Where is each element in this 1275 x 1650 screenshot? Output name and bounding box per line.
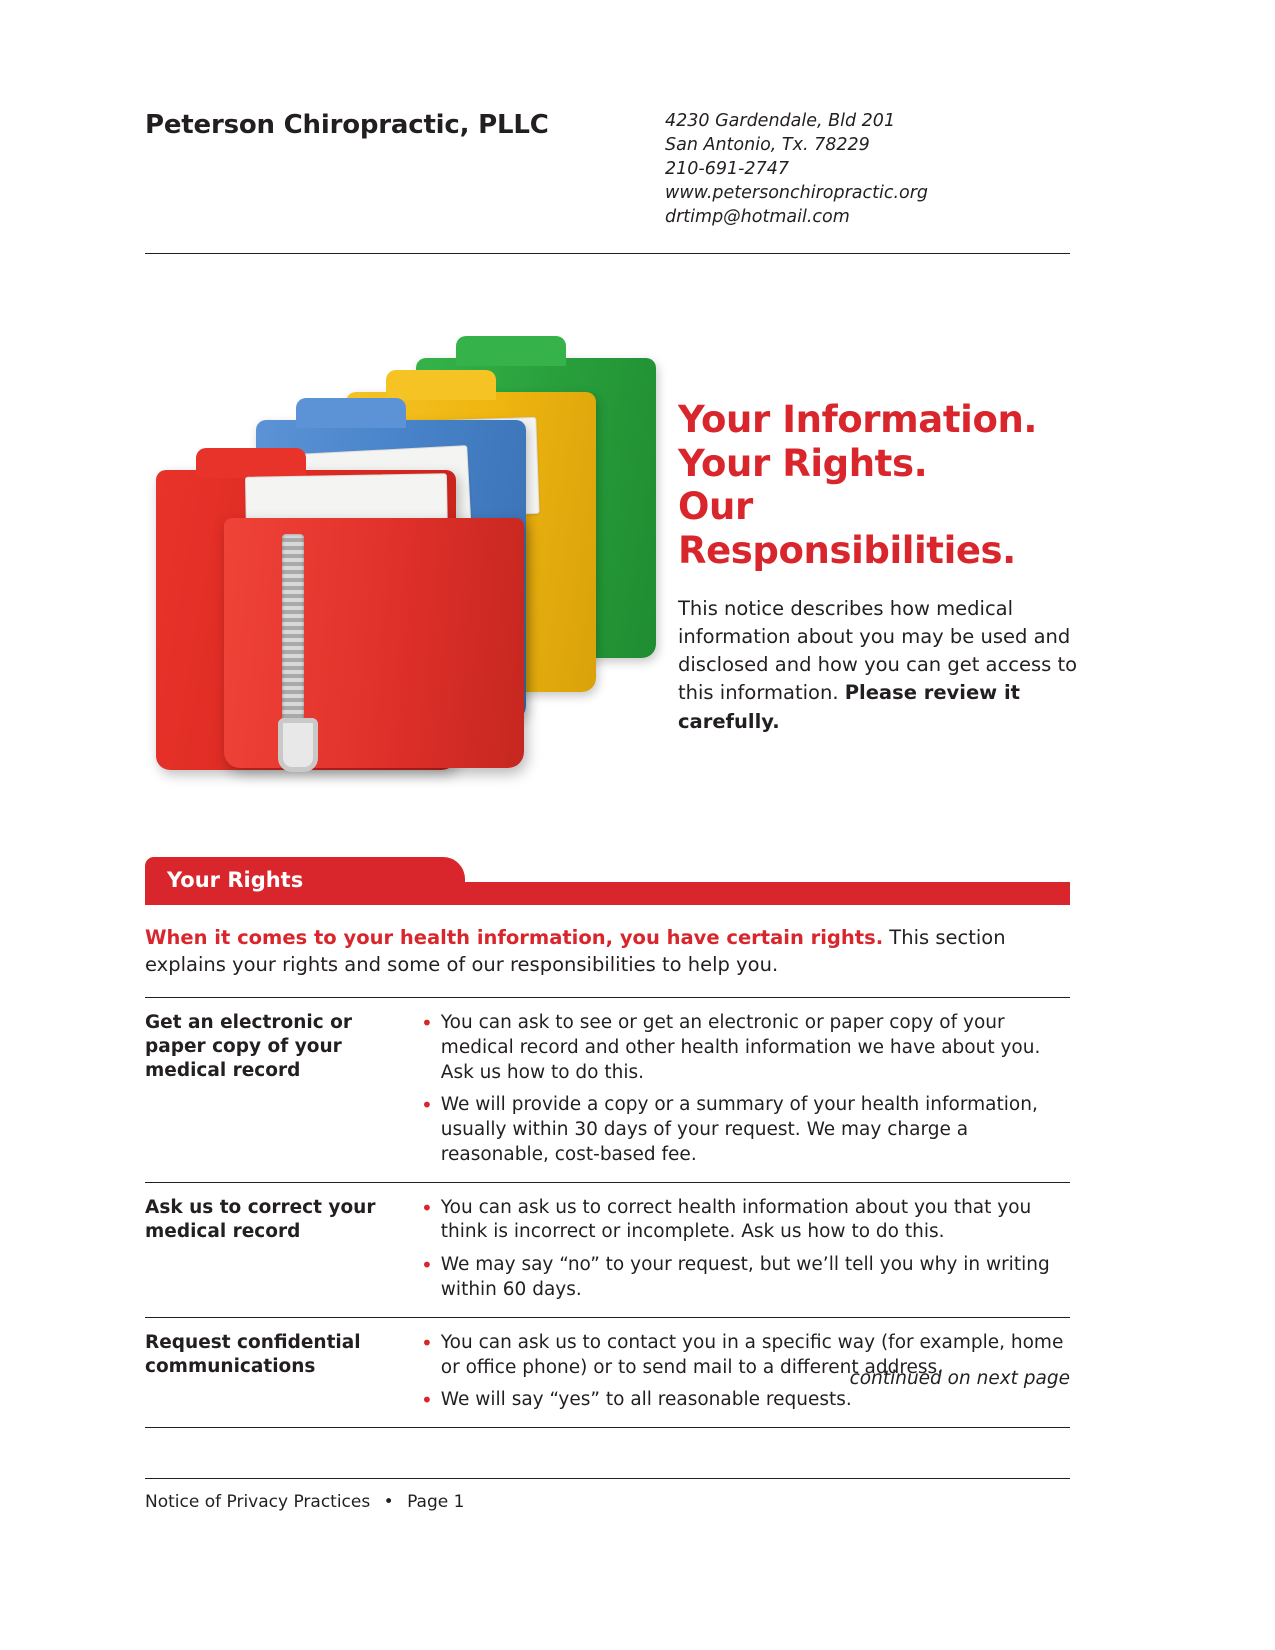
section-intro <box>145 925 1070 979</box>
bullet-text: We will provide a copy or a summary of your health information, usually within 30 days of your request. We may charge a reasonable, cost-based fee. <box>440 1094 1038 1165</box>
list-item <box>421 1093 1070 1167</box>
contact-phone: 210-691-2747 <box>665 158 789 179</box>
list-item <box>421 1196 1070 1246</box>
bullet-text: We may say “no” to your request, but we’ll tell you why in writing within 60 days. <box>440 1254 1050 1301</box>
header-divider <box>145 253 1070 254</box>
right-label: Request confidential communications <box>145 1331 361 1377</box>
footer-separator: • <box>383 1492 394 1512</box>
footer-document-title: Notice of Privacy Practices <box>145 1492 371 1512</box>
folder-red-front-icon <box>224 518 524 768</box>
list-item <box>421 1011 1070 1085</box>
hero-title-line-2: Your Rights. <box>678 441 928 485</box>
section-intro-rest: This section explains your rights and some of our responsibilities to help you. <box>145 926 1006 976</box>
bullet-text: You can ask to see or get an electronic or paper copy of your medical record and other health information we have about you. Ask us how to do this. <box>440 1012 1041 1083</box>
contact-address-line1: 4230 Gardendale, Bld 201 <box>665 111 896 131</box>
bullet-icon: • <box>421 1093 433 1118</box>
bullet-text: You can ask us to correct health information about you that you think is incorrect or incomplete. Ask us how to do this. <box>440 1196 1032 1243</box>
practice-contact-info <box>665 110 928 230</box>
rights-table <box>145 997 1070 1428</box>
zipper-pull-icon <box>278 718 318 772</box>
contact-website[interactable]: www.petersonchiropractic.org <box>665 182 929 203</box>
zipper-icon <box>282 534 304 724</box>
hero-title <box>678 398 1088 573</box>
contact-email[interactable]: drtimp@hotmail.com <box>665 206 850 227</box>
hero-title-line-3: Our Responsibilities. <box>678 485 1016 572</box>
list-item <box>421 1388 1070 1413</box>
document-header <box>145 110 1070 230</box>
right-details <box>421 998 1070 1183</box>
right-details <box>421 1182 1070 1317</box>
hero-text-block <box>678 398 1088 736</box>
continued-note: continued on next page <box>849 1368 1070 1389</box>
section-header-your-rights <box>145 857 1070 905</box>
bullet-icon: • <box>421 1195 433 1220</box>
contact-address-line2: San Antonio, Tx. 78229 <box>665 134 870 155</box>
list-item <box>421 1253 1070 1303</box>
bullet-icon: • <box>421 1330 433 1355</box>
right-label: Get an electronic or paper copy of your medical record <box>145 1012 352 1082</box>
bullet-icon: • <box>421 1011 433 1035</box>
hero-title-line-1: Your Information. <box>678 398 1038 441</box>
section-title: Your Rights <box>167 868 304 892</box>
footer-page-number: Page 1 <box>407 1492 465 1512</box>
file-folders-illustration <box>128 300 668 770</box>
hero-emphasis-text: Please review it carefully. <box>678 681 1020 733</box>
bullet-text: We will say “yes” to all reasonable requests. <box>440 1389 852 1411</box>
table-row <box>145 1182 1070 1317</box>
right-label: Ask us to correct your medical record <box>145 1196 376 1242</box>
bullet-icon: • <box>421 1388 433 1413</box>
bullet-icon: • <box>421 1253 433 1278</box>
bullet-text: You can ask us to contact you in a specific way (for example, home or office phone) or to send mail to a different address. <box>440 1331 1064 1378</box>
hero-body-text: This notice describes how medical information about you may be used and disclosed and how you can get access to this information. <box>678 596 1078 705</box>
page-footer <box>145 1492 464 1512</box>
section-intro-lead: When it comes to your health information, you have certain rights. <box>145 926 884 949</box>
footer-divider <box>145 1478 1070 1479</box>
hero-body <box>678 595 1088 736</box>
table-row <box>145 998 1070 1183</box>
practice-name: Peterson Chiropractic, PLLC <box>145 110 549 140</box>
